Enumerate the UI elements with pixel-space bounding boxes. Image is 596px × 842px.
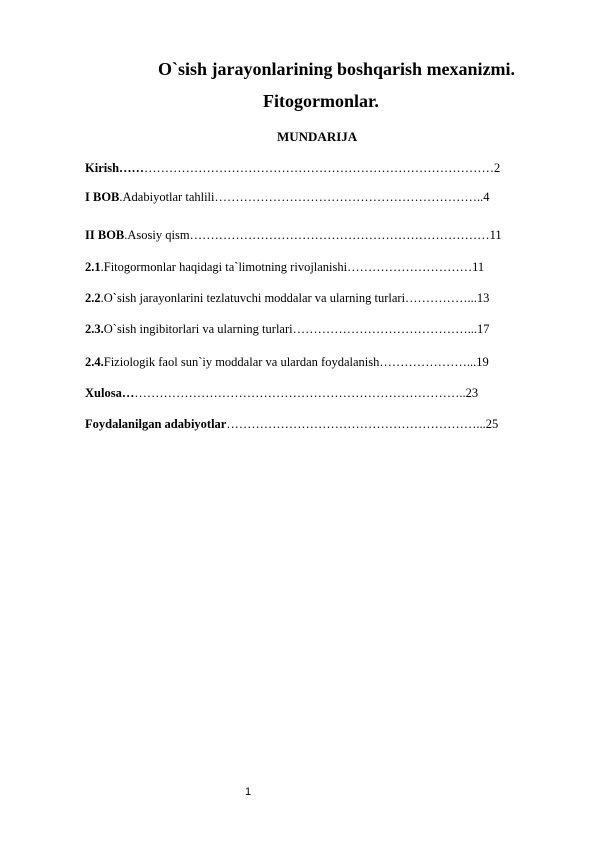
toc-entry-number: 2.1 (85, 260, 101, 274)
toc-entry-page: 23 (465, 386, 479, 400)
toc-entry-leader: ……………... (405, 291, 477, 305)
toc-entry-number: 2.3. (85, 322, 104, 336)
toc-entry-page: 19 (476, 355, 489, 369)
toc-entry-2-2[interactable] (85, 289, 489, 307)
toc-entry-number: 2.2 (85, 291, 101, 305)
toc-entry-text: .Fitogormonlar haqidagi ta`limotning rivojlanishi (100, 260, 348, 274)
toc-entry-leader: ……………………………………………………………… (189, 228, 490, 242)
document-title-line-2: Fitogormonlar. (263, 91, 379, 111)
toc-entry-leader: ………………………………………………………………………… (144, 161, 495, 175)
toc-entry-2-3[interactable] (85, 320, 489, 338)
toc-entry-kirish[interactable] (85, 159, 500, 177)
toc-entry-xulosa[interactable] (85, 384, 478, 402)
toc-entry-label: II BOB (85, 228, 125, 242)
toc-entry-text: .Adabiyotlar tahlili (119, 190, 215, 204)
toc-entry-label: Foydalanilgan adabiyotlar (85, 417, 227, 431)
toc-entry-leader: ……………………………………... (292, 322, 477, 336)
toc-entry-foydalanilgan-adabiyotlar[interactable] (85, 415, 498, 433)
toc-entry-page: 11 (489, 228, 502, 242)
toc-entry-text: O`sish ingibitorlari va ularning turlari (103, 322, 293, 336)
toc-entry-2-4[interactable] (85, 353, 489, 371)
toc-entry-leader: …………………………………………………………………….. (134, 386, 466, 400)
document-title-line-1: O`sish jarayonlarining boshqarish mexanizmi. (158, 59, 516, 79)
toc-entry-leader: …………………... (379, 355, 477, 369)
toc-entry-page: 11 (472, 260, 485, 274)
toc-entry-text: .Asosiy qism (124, 228, 190, 242)
page-number: 1 (245, 786, 252, 798)
toc-heading: MUNDARIJA (277, 129, 358, 144)
toc-entry-label: Xulosa… (85, 386, 135, 400)
toc-entry-page: 4 (483, 190, 490, 204)
toc-entry-number: 2.4. (85, 355, 104, 369)
toc-entry-page: 25 (485, 417, 499, 431)
toc-entry-page: 2 (494, 161, 501, 175)
toc-entry-2-1[interactable] (85, 258, 484, 276)
toc-entry-leader: ……………………………………………………... (226, 417, 486, 431)
toc-entry-i-bob[interactable] (85, 188, 490, 206)
toc-entry-page: 13 (476, 291, 490, 305)
toc-entry-leader: ……………………………………………………….. (214, 190, 484, 204)
toc-entry-page: 17 (476, 322, 490, 336)
toc-entry-label: I BOB (85, 190, 120, 204)
toc-entry-leader: ………………………… (347, 260, 473, 274)
toc-entry-text: Fiziologik faol sun`iy moddalar va ulardan foydalanish (103, 355, 380, 369)
toc-entry-label: Kirish…… (85, 161, 145, 175)
toc-entry-text: .O`sish jarayonlarini tezlatuvchi moddalar va ularning turlari (100, 291, 406, 305)
toc-entry-ii-bob[interactable] (85, 226, 502, 244)
